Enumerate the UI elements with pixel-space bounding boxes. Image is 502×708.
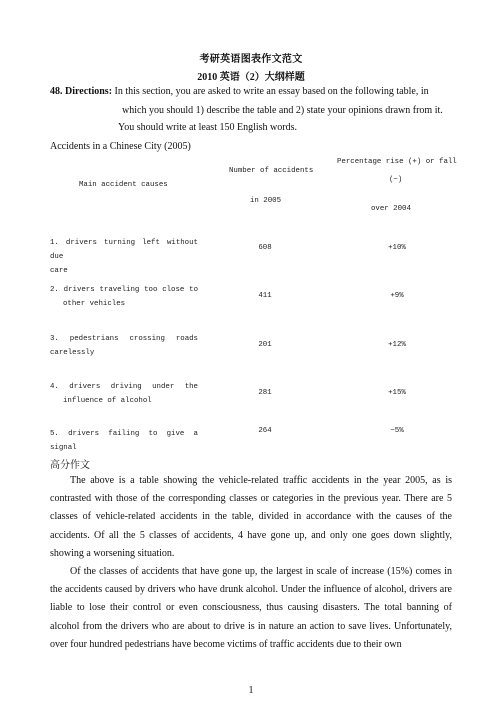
table-row-number: 264 xyxy=(258,427,272,435)
table-row-cause: 1. drivers turning left without due care xyxy=(50,239,198,275)
table-row-cause: 5. drivers failing to give a signal xyxy=(50,430,198,452)
table-row-change: +10% xyxy=(388,244,406,252)
directions-line-1 xyxy=(50,86,429,97)
table-row-change: +12% xyxy=(388,341,406,349)
page-number: 1 xyxy=(248,685,254,696)
table-row-number: 608 xyxy=(258,244,272,252)
header-pct-line-3: over 2004 xyxy=(371,205,411,213)
table-row-number: 201 xyxy=(258,341,272,349)
table-row-number: 281 xyxy=(258,389,272,397)
header-number-line-2: in 2005 xyxy=(250,197,282,205)
header-number-line-1: Number of accidents xyxy=(229,167,314,175)
table-row-change: +9% xyxy=(390,292,404,300)
table-row-number: 411 xyxy=(258,292,272,300)
header-cause: Main accident causes xyxy=(79,181,168,189)
essay-paragraph-1: The above is a table showing the vehicle-related traffic accidents in the year 2005, as is contrasted with those of the corresponding classes or categories in the previous year. There are 5 classes of vehicle-related accidents in the table, divided in accordance with the causes of the accidents. Of all the 5 classes of accidents, 4 have gone up, and only one goes down slightly, showing a worsening situation. xyxy=(50,475,452,559)
document-subtitle: 2010 英语（2）大纲样题 xyxy=(197,72,305,83)
table-row-change: −5% xyxy=(390,427,404,435)
table-caption: Accidents in a Chinese City (2005) xyxy=(50,141,191,152)
table-row-cause: 4. drivers driving under the influence of alcohol xyxy=(50,383,198,405)
table-row-change: +15% xyxy=(388,389,406,397)
header-pct-line-2: (−) xyxy=(389,176,403,184)
directions-label: 48. Directions: xyxy=(50,86,113,97)
directions-line-3: You should write at least 150 English words. xyxy=(118,122,297,133)
directions-text-1: In this section, you are asked to write an essay based on the following table, in xyxy=(112,86,429,97)
table-row-cause: 2. drivers traveling too close to other vehicles xyxy=(50,286,198,308)
essay-heading: 高分作文 xyxy=(50,460,90,471)
header-pct-line-1: Percentage rise (+) or fall xyxy=(337,158,457,166)
table-row-cause: 3. pedestrians crossing roads carelessly xyxy=(50,335,198,357)
document-title: 考研英语图表作文范文 xyxy=(199,54,303,65)
essay-paragraph-2: Of the classes of accidents that have gone up, the largest in scale of increase (15%) comes in the accidents caused by drivers who have drunk alcohol. Under the influence of alcohol, drivers are liable to lose their control or even consciousness, thus causing disasters. The total banning of alcohol from the drivers who are about to drive is in nature an action to save lives. Unfortunately, over four hundred pedestrians have become victims of traffic accidents due to their own xyxy=(50,566,452,650)
directions-line-2: which you should 1) describe the table and 2) state your opinions drawn from it. xyxy=(122,105,443,116)
